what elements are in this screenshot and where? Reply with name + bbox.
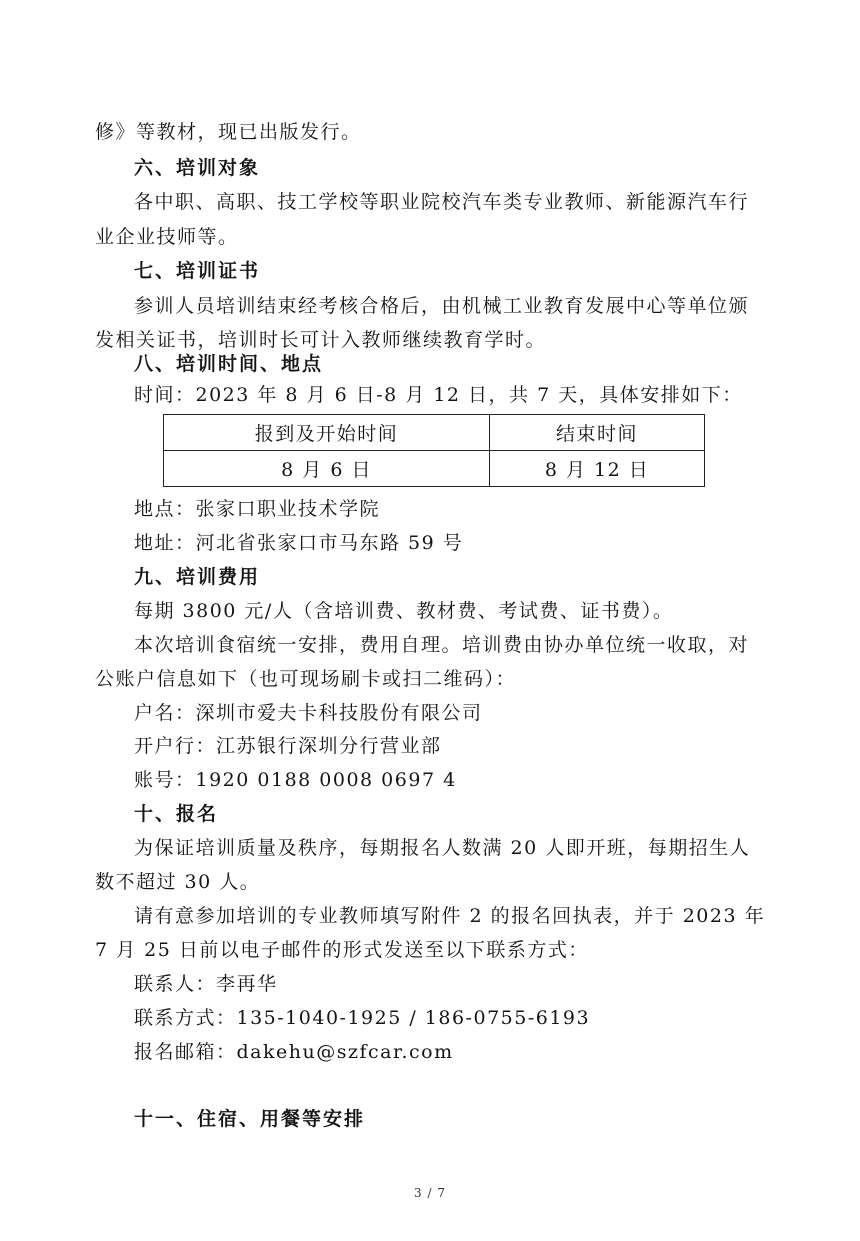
paragraph-line: 数不超过 30 人。 <box>95 871 261 893</box>
section-heading-training-target: 六、培训对象 <box>134 157 261 179</box>
paragraph-line: 开户行：江苏银行深圳分行营业部 <box>134 735 442 757</box>
paragraph-line: 发相关证书，培训时长可计入教师继续教育学时。 <box>95 329 547 351</box>
table-header-cell-start: 报到及开始时间 <box>164 415 490 451</box>
paragraph-line: 各中职、高职、技工学校等职业院校汽车类专业教师、新能源汽车行 <box>134 191 750 213</box>
paragraph-line: 请有意参加培训的专业教师填写附件 2 的报名回执表，并于 2023 年 <box>134 905 766 927</box>
paragraph-line: 时间：2023 年 8 月 6 日-8 月 12 日，共 7 天，具体安排如下： <box>134 384 743 406</box>
paragraph-line: 每期 3800 元/人（含培训费、教材费、考试费、证书费）。 <box>134 600 674 622</box>
schedule-table <box>163 414 705 487</box>
paragraph-line: 地址：河北省张家口市马东路 59 号 <box>134 532 464 554</box>
paragraph-line: 参训人员培训结束经考核合格后，由机械工业教育发展中心等单位颁 <box>134 295 750 317</box>
contact-phone: 联系方式：135-1040-1925 / 186-0755-6193 <box>134 1007 591 1029</box>
table-row <box>164 451 705 487</box>
table-cell-end-date: 8 月 12 日 <box>490 451 705 487</box>
paragraph-line: 地点：张家口职业技术学院 <box>134 498 381 520</box>
paragraph-line: 7 月 25 日前以电子邮件的形式发送至以下联系方式： <box>95 939 589 961</box>
paragraph-line: 为保证培训质量及秩序，每期报名人数满 20 人即开班，每期招生人 <box>134 837 751 859</box>
contact-email: 报名邮箱：dakehu@szfcar.com <box>134 1041 454 1063</box>
paragraph-line: 修》等教材，现已出版发行。 <box>95 121 362 143</box>
section-heading-fees: 九、培训费用 <box>134 566 261 588</box>
table-header-cell-end: 结束时间 <box>490 415 705 451</box>
page-number: 3 / 7 <box>414 1186 446 1200</box>
paragraph-line: 账号：1920 0188 0008 0697 4 <box>134 769 457 791</box>
table-cell-start-date: 8 月 6 日 <box>164 451 490 487</box>
section-heading-registration: 十、报名 <box>134 803 219 825</box>
section-heading-certificate: 七、培训证书 <box>134 260 261 282</box>
paragraph-line: 公账户信息如下（也可现场刷卡或扫二维码）： <box>95 668 517 690</box>
paragraph-line: 户名：深圳市爱夫卡科技股份有限公司 <box>134 702 483 724</box>
section-heading-time-location: 八、培训时间、地点 <box>134 353 324 375</box>
contact-person: 联系人：李再华 <box>134 973 278 995</box>
section-heading-accommodation: 十一、住宿、用餐等安排 <box>134 1108 366 1130</box>
table-header-row <box>164 415 705 451</box>
paragraph-line: 业企业技师等。 <box>95 226 239 248</box>
paragraph-line: 本次培训食宿统一安排，费用自理。培训费由协办单位统一收取，对 <box>134 634 750 656</box>
